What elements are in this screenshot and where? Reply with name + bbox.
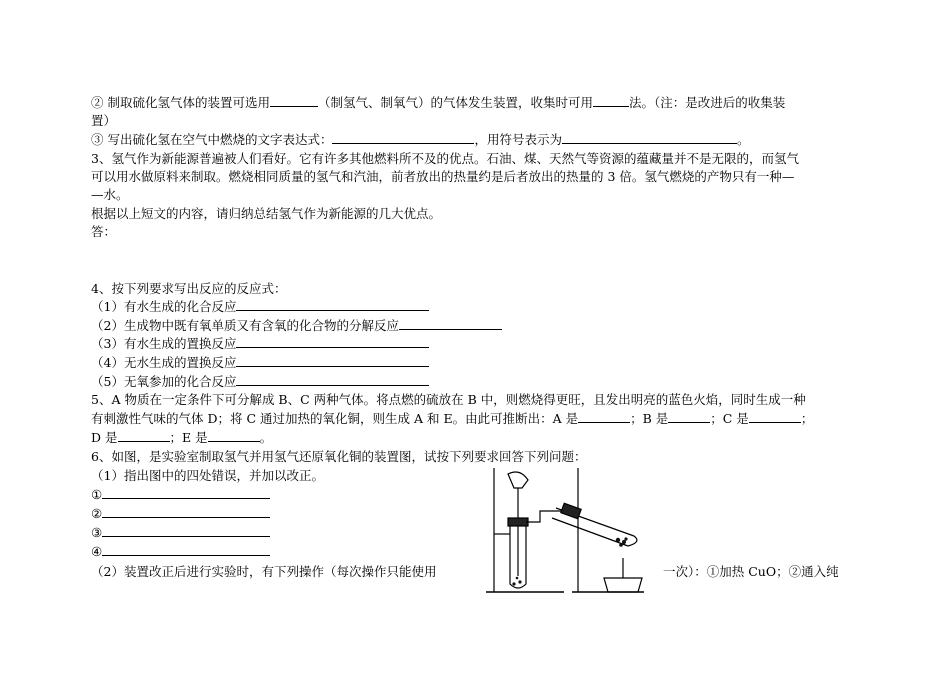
q5-text: 。 xyxy=(259,430,273,445)
answer-blank[interactable] xyxy=(236,298,429,311)
q6-error-1 xyxy=(91,486,270,504)
q5-text: ； xyxy=(800,411,814,426)
q4-item-label: （2）生成物中既有氧单质又有含氧的化合物的分解反应 xyxy=(91,318,399,333)
q6-error-2 xyxy=(91,505,270,523)
q3-line-1: 3、氢气作为新能源普遍被人们看好。它有许多其他燃料所不及的优点。石油、煤、天然气等资源的蕴藏量并不是无限的，而氢气 xyxy=(91,151,799,166)
q6-title: 6、如图，是实验室制取氢气并用氢气还原氧化铜的装置图，试按下列要求回答下列问题： xyxy=(91,449,587,464)
circled-marker: ① xyxy=(91,487,103,502)
q6-sub1: （1）指出图中的四处错误，并加以改正。 xyxy=(91,468,324,483)
answer-blank[interactable] xyxy=(102,543,270,556)
q5-text: ；B 是 xyxy=(630,411,669,426)
circled-marker: ② xyxy=(91,506,103,521)
q6-sub2-left: （2）装置改正后进行实验时，有下列操作（每次操作只能使用 xyxy=(91,564,437,579)
q2-item3-text-2: ，用符号表示为 xyxy=(474,132,562,147)
q2-item3-text-1: ③ 写出硫化氢在空气中燃烧的文字表达式： xyxy=(91,132,333,147)
q3-line-3: —水。 xyxy=(91,187,129,202)
q3-line-4: 根据以上短文的内容，请归纳总结氢气作为新能源的几大优点。 xyxy=(91,206,442,221)
q4-item-label: （3）有水生成的置换反应 xyxy=(91,336,237,351)
q5-text: ；E 是 xyxy=(169,430,208,445)
q2-item2-text-2: （制氢气、制氧气）的气体发生装置，收集时可用 xyxy=(317,95,593,110)
answer-blank[interactable] xyxy=(593,94,629,107)
answer-blank[interactable] xyxy=(270,94,318,107)
q5-line-3 xyxy=(91,429,272,447)
q5-text: 有刺激性气味的气体 D；将 C 通过加热的氧化铜，则生成 A 和 E。由此可推断出：A 是 xyxy=(91,411,579,426)
q4-item-4 xyxy=(91,354,429,372)
q6-error-3 xyxy=(91,524,270,542)
q4-item-1 xyxy=(91,298,429,316)
q2-item2-cont: 置） xyxy=(91,113,117,128)
answer-blank[interactable] xyxy=(399,317,502,330)
q2-item2-text-3: 法。（注：是改进后的收集装 xyxy=(629,95,786,110)
q2-item3-line xyxy=(91,131,750,149)
clamp xyxy=(508,518,528,526)
q5-text: D 是 xyxy=(91,430,118,445)
q4-item-3 xyxy=(91,335,429,353)
q5-text: ；C 是 xyxy=(710,411,749,426)
answer-blank-b[interactable] xyxy=(668,410,710,423)
answer-blank[interactable] xyxy=(102,524,270,537)
q4-title: 4、按下列要求写出反应的反应式： xyxy=(91,281,287,296)
answer-blank-c[interactable] xyxy=(749,410,801,423)
q4-item-label: （5）无氧参加的化合反应 xyxy=(91,374,237,389)
q2-item3-text-3: 。 xyxy=(737,132,750,147)
answer-blank[interactable] xyxy=(332,131,474,144)
q4-item-label: （1）有水生成的化合反应 xyxy=(91,299,237,314)
answer-blank-e[interactable] xyxy=(208,429,260,442)
circled-marker: ③ xyxy=(91,525,103,540)
q4-item-2 xyxy=(91,317,502,335)
q4-item-label: （4）无水生成的置换反应 xyxy=(91,355,237,370)
answer-blank[interactable] xyxy=(236,335,429,348)
answer-blank-a[interactable] xyxy=(578,410,630,423)
q2-item2-line xyxy=(91,94,785,112)
alcohol-lamp xyxy=(604,578,642,592)
q6-sub2-right: 一次）：①加热 CuO；②通入纯 xyxy=(663,564,839,579)
q3-line-2: 可以用水做原料来制取。燃烧相同质量的氢气和汽油，前者放出的热量约是后者放出的热量的 3 倍。氢气燃烧的产物只有一种— xyxy=(91,169,795,184)
q5-line-2 xyxy=(91,410,813,428)
q6-error-4 xyxy=(91,543,270,561)
q5-line-1: 5、A 物质在一定条件下可分解成 B、C 两种气体。将点燃的硫放在 B 中，则燃烧得更旺，且发出明亮的蓝色火焰，同时生成一种 xyxy=(91,392,806,407)
q4-item-5 xyxy=(91,373,429,391)
answer-blank-d[interactable] xyxy=(118,429,170,442)
q3-answer-label: 答： xyxy=(91,224,117,239)
q2-item2-text-1: ② 制取硫化氢气体的装置可选用 xyxy=(91,95,270,110)
answer-blank[interactable] xyxy=(236,354,429,367)
answer-blank[interactable] xyxy=(236,373,429,386)
answer-blank[interactable] xyxy=(562,131,737,144)
answer-blank[interactable] xyxy=(102,505,270,518)
hydrogen-reduction-apparatus-figure xyxy=(486,466,646,598)
circled-marker: ④ xyxy=(91,544,103,559)
funnel xyxy=(508,472,528,488)
answer-blank[interactable] xyxy=(102,486,270,499)
